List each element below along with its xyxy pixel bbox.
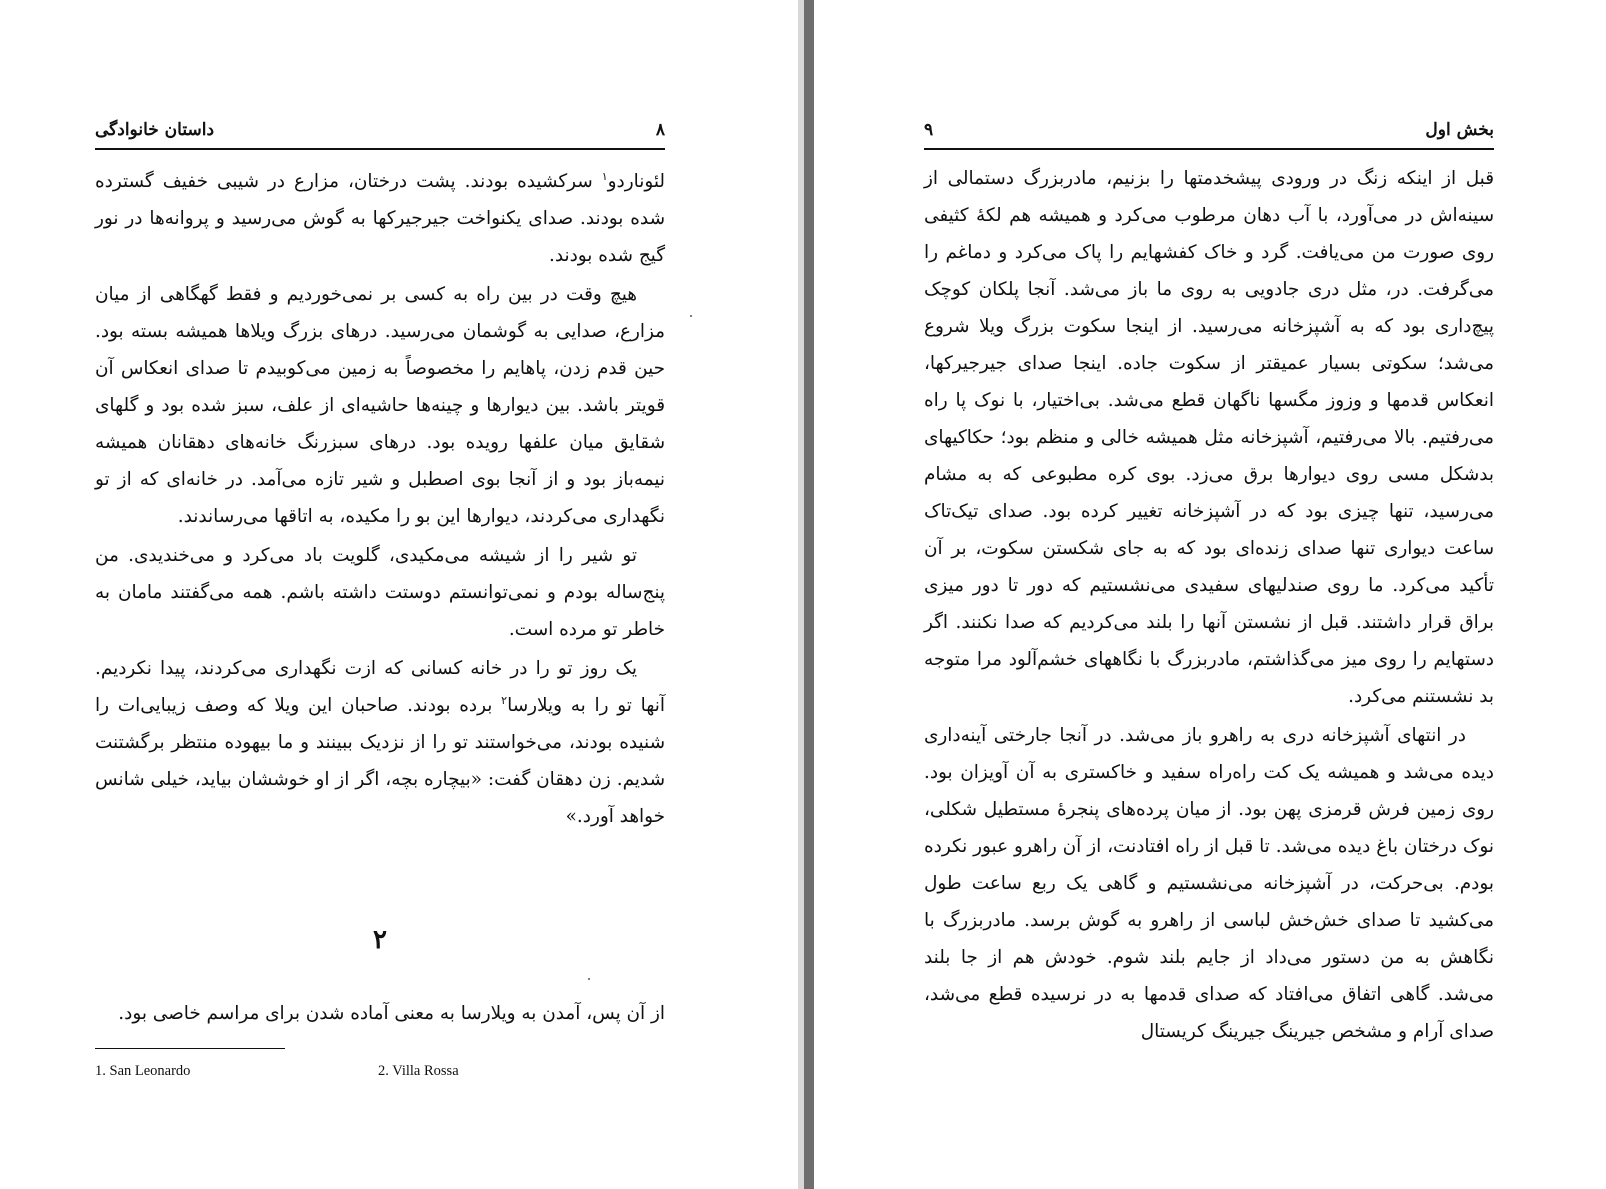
paragraph-text: یک روز تو را در خانه کسانی که ازت نگهداری می‌کردند، پیدا نکردیم. آنها تو را به ویلارسا — [95, 658, 665, 716]
footnotes — [95, 1063, 665, 1087]
left-page-header — [95, 120, 665, 150]
chapter-opening-line: از آن پس، آمدن به ویلارسا به معنی آماده شدن برای مراسم خاصی بود. — [118, 1003, 665, 1024]
footnote-marker: ۲ — [501, 693, 508, 707]
paragraph: در انتهای آشپزخانه دری به راهرو باز می‌شد. در آنجا جارختی آینه‌داری دیده می‌شد و همیشه یک کت راه‌راه سفید و خاکستری به آن آویزان بود. روی زمین فرش قرمزی پهن بود. از میان پرده‌های پنجرهٔ مستطیل شکلی، نوک درختان باغ دیده می‌شد. تا قبل از راه افتادنت، از آن راهرو عبور نکرده بودم. بی‌حرکت، در آشپزخانه می‌نشستیم و گاهی یک ربع ساعت طول می‌کشید تا صدای خش‌خش لباسی از راهرو به گوش برسد. مادربزرگ با نگاهش به من دستور می‌داد از جایم بلند شوم. خودش هم از جا بلند می‌شد. گاهی اتفاق می‌افتاد که صدای قدمها به در نرسیده قطع می‌شد، صدای آرام و مشخص جیرینگ جیرینگ کریستال — [924, 725, 1494, 1042]
paragraph: هیچ وقت در بین راه به کسی بر نمی‌خوردیم و فقط گهگاهی از میان مزارع، صدایی به گوشمان می‌رسید. درهای بزرگ ویلاها همیشه بسته بود. حین قدم زدن، پاهایم را مخصوصاً به زمین می‌کوبیدم تا صدای انعکاس آن قویتر باشد. بین دیوارها و چینه‌ها حاشیه‌ای از علف، سبز شده بود و گلهای شقایق میان علفها رویده بود. درهای سبزرنگ خانه‌های دهقانان همیشه نیمه‌باز بود و از آنجا بوی اصطبل و شیر تازه می‌آمد. در خانه‌ای که از تو نگهداری می‌کردند، دیوارها این بو را مکیده، به اتاقها می‌رساندند. — [95, 284, 665, 527]
footnote-1: 1. San Leonardo — [95, 1063, 191, 1079]
paragraph-text: برده بودند. صاحبان این ویلا که وصف زیبایی‌ات را شنیده بودند، می‌خواستند تو را از نزدیک ببینند و ما بیهوده منتظر برگشتنت شدیم. زن دهقان گفت: «بیچاره بچه، اگر از او خوششان بیاید، خیلی شانس خواهد آورد.» — [95, 695, 665, 827]
paragraph — [95, 163, 665, 274]
right-page — [814, 0, 1606, 1189]
book-gutter — [804, 0, 814, 1189]
left-page — [0, 0, 798, 1189]
running-title: بخش اول — [1425, 120, 1494, 140]
running-title: داستان خانوادگی — [95, 120, 215, 140]
page-number: ۹ — [924, 120, 934, 140]
scan-speck — [690, 315, 692, 317]
scan-speck — [588, 978, 590, 980]
footnote-2: 2. Villa Rossa — [378, 1063, 459, 1079]
right-page-body — [924, 160, 1494, 1052]
page-number: ۸ — [655, 120, 665, 140]
footnote-rule — [95, 1048, 285, 1049]
footnote-marker: ۱ — [601, 169, 608, 183]
paragraph-text: لئوناردو — [607, 171, 665, 192]
paragraph — [95, 650, 665, 835]
paragraph-text: سرکشیده بودند. پشت درختان، مزارع در شیبی خفیف گسترده شده بودند. صدای یکنواخت جیرجیرکها به گوش می‌رسید و پروانه‌ها در نور گیج شده بودند. — [95, 171, 665, 266]
paragraph: قبل از اینکه زنگ در ورودی پیشخدمتها را بزنیم، مادربزرگ دستمالی از سینه‌اش در می‌آورد، با آب دهان مرطوب می‌کرد و همیشه هم لکهٔ کثیفی روی صورت من می‌یافت. گرد و خاک کفشهایم را پاک می‌کرد و دماغم را می‌گرفت. در، مثل دری جادویی به روی ما باز می‌شد. آنجا پلکان کوچک پیچ‌داری بود که به آشپزخانه می‌رسید. از اینجا سکوت بزرگ ویلا شروع می‌شد؛ سکوتی بسیار عمیقتر از سکوت جاده. اینجا صدای جیرجیرکها، انعکاس قدمها و وزوز مگسها ناگهان قطع می‌شد. بی‌اختیار، با نوک پا راه می‌رفتیم. بالا می‌رفتیم، آشپزخانه مثل همیشه خالی و منظم بود؛ حکاکیهای بدشکل مسی روی دیوارها برق می‌زد. بوی کره مطبوعی که به مشام می‌رسید، تنها چیزی بود که در آشپزخانه تغییر کرده بود. صدای تیک‌تاک ساعت دیواری تنها صدای زنده‌ای بود که به جای شکستن سکوت، بر آن تأکید می‌کرد. ما روی صندلیهای سفیدی می‌نشستیم که دور تا دور میزی براق قرار داشتند. قبل از نشستن آنها را بلند می‌کردیم که صدا نکنند. اگر دستهایم را روی میز می‌گذاشتم، مادربزرگ با نگاههای خشم‌آلود مرا متوجه بد نشستنم می‌کرد. — [924, 168, 1494, 707]
chapter-number: ۲ — [373, 925, 387, 955]
left-page-body — [95, 163, 665, 837]
right-page-header — [924, 120, 1494, 150]
paragraph: تو شیر را از شیشه می‌مکیدی، گلویت باد می‌کرد و می‌خندیدی. من پنج‌ساله بودم و نمی‌توانستم دوستت داشته باشم. همه می‌گفتند مامان به خاطر تو مرده است. — [95, 545, 665, 640]
